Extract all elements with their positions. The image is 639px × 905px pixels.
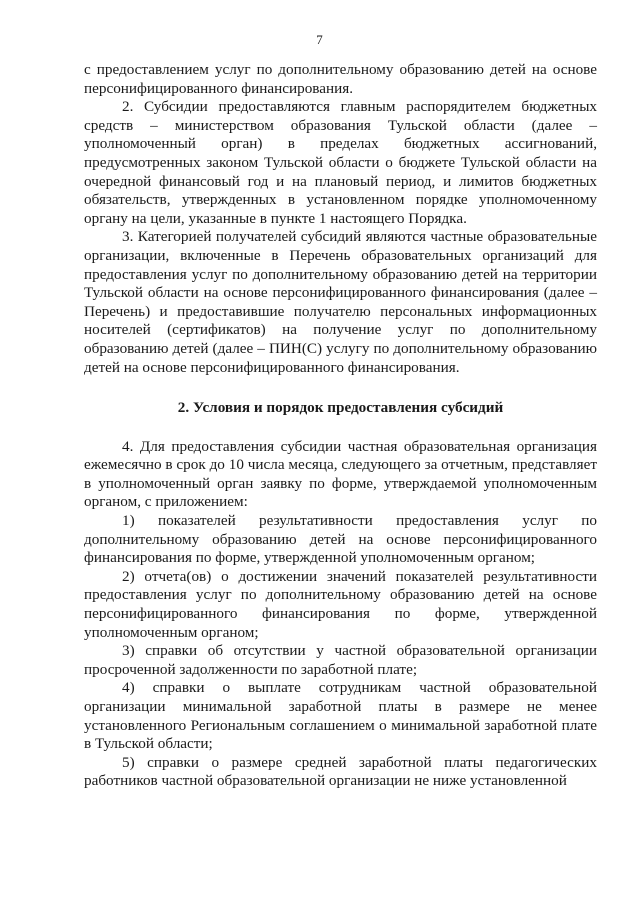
section-heading: 2. Условия и порядок предоставления субсидий xyxy=(177,399,504,417)
list-item-2: 2) отчета(ов) о достижении значений показателей результативности предоставления услуг по дополнительному образованию детей на основе персонифицированного финансирования по форме, утвержденной уполномоченным органом; xyxy=(84,567,597,641)
page-number: 7 xyxy=(316,32,323,47)
spacer xyxy=(84,418,597,438)
list-item-1: 1) показателей результативности предоставления услуг по дополнительному образованию детей на основе персонифицированного финансирования по форме, утвержденной уполномоченным органом; xyxy=(84,512,597,567)
paragraph-2: 2. Субсидии предоставляются главным распорядителем бюджетных средств – министерством образования Тульской области (далее – уполномоченный орган) в пределах бюджетных ассигнований, предусмотренных законом Тульской области о бюджете Тульской области на очередной финансовый год и на плановый период, и лимитов бюджетных обязательств, утвержденных в установленном порядке уполномоченному органу на цели, указанные в пункте 1 настоящего Порядка. xyxy=(84,98,597,227)
spacer xyxy=(84,377,597,399)
paragraph-4: 4. Для предоставления субсидии частная образовательная организация ежемесячно в срок до 10 числа месяца, следующего за отчетным, представляет в уполномоченный орган заявку по форме, утверждаемой уполномоченным органом, с приложением: xyxy=(84,437,597,511)
list-item-5: 5) справки о размере средней заработной платы педагогических работников частной образовательной организации не ниже установленной xyxy=(84,753,597,790)
document-body xyxy=(84,61,597,791)
paragraph-continuation: с предоставлением услуг по дополнительному образованию детей на основе персонифицированного финансирования. xyxy=(84,61,597,97)
list-item-4: 4) справки о выплате сотрудникам частной образовательной организации минимальной заработной платы в размере не менее установленного Региональным соглашением о минимальной заработной плате в Тульской области; xyxy=(84,679,597,753)
paragraph-3: 3. Категорией получателей субсидий являются частные образовательные организации, включенные в Перечень образовательных организаций для предоставления услуг по дополнительному образованию детей на территории Тульской области на основе персонифицированного финансирования (далее – Перечень) и предоставившие получателю персональных информационных носителей (сертификатов) на получение услуг по дополнительному образованию детей (далее – ПИН(С) услугу по дополнительному образованию детей на основе персонифицированного финансирования. xyxy=(84,228,597,376)
list-item-3: 3) справки об отсутствии у частной образовательной организации просроченной задолженности по заработной плате; xyxy=(84,642,597,678)
